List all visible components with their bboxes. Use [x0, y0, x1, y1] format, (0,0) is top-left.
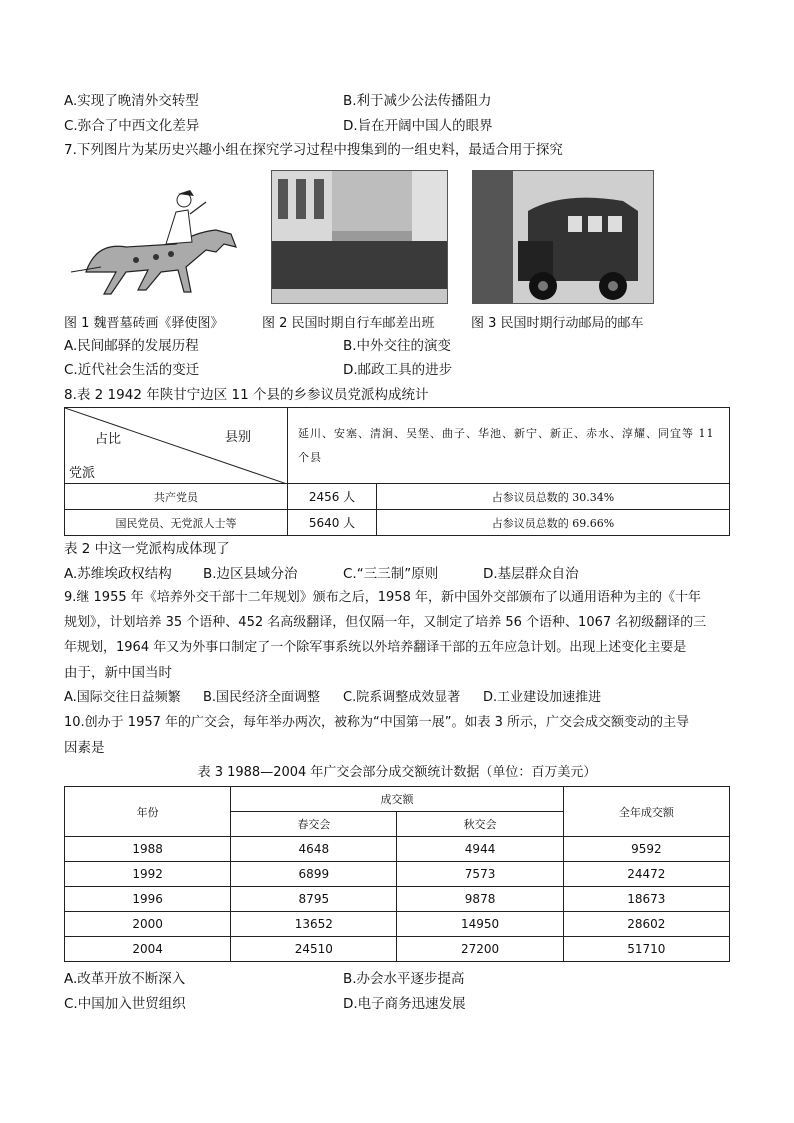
count-cell: 2456 人 — [288, 484, 377, 510]
q8-stem: 8.表 2 1942 年陕甘宁边区 11 个县的乡参议员党派构成统计 — [64, 387, 429, 403]
year-cell: 2004 — [65, 937, 231, 962]
table-row — [65, 887, 730, 912]
q6-option-b: B.利于减少公法传播阻力 — [343, 93, 492, 109]
q6-option-c: C.弥合了中西文化差异 — [64, 118, 200, 134]
autumn-cell: 7573 — [397, 862, 563, 887]
q8-party-table — [64, 407, 730, 536]
spring-cell: 6899 — [231, 862, 397, 887]
figure-2-bicycle-postmen — [271, 170, 448, 304]
header-year: 年份 — [65, 787, 231, 837]
year-cell: 1988 — [65, 837, 231, 862]
q7-option-b: B.中外交往的演变 — [343, 338, 452, 354]
figure-1-caption: 图 1 魏晋墓砖画《驿使图》 — [64, 316, 224, 331]
autumn-cell: 27200 — [397, 937, 563, 962]
header-total: 全年成交额 — [563, 787, 729, 837]
q8-option-b: B.边区县域分治 — [203, 566, 298, 582]
q8-option-c: C.“三三制”原则 — [343, 566, 439, 582]
figure-1-tomb-brick-painting — [66, 172, 246, 304]
q9-option-c: C.院系调整成效显著 — [343, 690, 461, 705]
q7-option-d: D.邮政工具的进步 — [343, 362, 453, 378]
party-cell: 国民党员、无党派人士等 — [65, 510, 288, 536]
header-autumn: 秋交会 — [397, 812, 563, 837]
spring-cell: 13652 — [231, 912, 397, 937]
q7-stem: 7.下列图片为某历史兴趣小组在探究学习过程中搜集到的一组史料，最适合用于探究 — [64, 142, 563, 158]
header-deal: 成交额 — [231, 787, 564, 812]
year-cell: 1992 — [65, 862, 231, 887]
table-row — [65, 837, 730, 862]
q9-option-d: D.工业建设加速推进 — [483, 690, 602, 705]
year-cell: 1996 — [65, 887, 231, 912]
autumn-cell: 9878 — [397, 887, 563, 912]
figure-2-caption: 图 2 民国时期自行车邮差出班 — [262, 316, 435, 331]
q9-line-1: 9.继 1955 年《培养外交干部十二年规划》颁布之后，1958 年，新中国外交部颁布了以通用语种为主的《十年 — [64, 590, 701, 605]
q10-option-a: A.改革开放不断深入 — [64, 971, 186, 987]
q9-option-b: B.国民经济全面调整 — [203, 690, 321, 705]
q10-canton-fair-table — [64, 786, 730, 962]
total-cell: 9592 — [563, 837, 729, 862]
q10-option-b: B.办会水平逐步提高 — [343, 971, 465, 987]
q6-option-d: D.旨在开阔中国人的眼界 — [343, 118, 493, 134]
q10-line-1: 10.创办于 1957 年的广交会，每年举办两次，被称为“中国第一展”。如表 3 所示，广交会成交额变动的主导 — [64, 715, 690, 730]
q9-line-4: 由于，新中国当时 — [64, 665, 172, 681]
table-row — [65, 862, 730, 887]
q10-option-d: D.电子商务迅速发展 — [343, 996, 466, 1012]
q8-option-a: A.苏维埃政权结构 — [64, 566, 172, 582]
horse-rider-illustration — [66, 172, 246, 304]
header-party: 党派 — [69, 466, 96, 481]
q8-option-d: D.基层群众自治 — [483, 566, 579, 582]
autumn-cell: 14950 — [397, 912, 563, 937]
share-cell: 占参议员总数的 69.66% — [377, 510, 730, 536]
autumn-cell: 4944 — [397, 837, 563, 862]
q8-followup: 表 2 中这一党派构成体现了 — [64, 541, 230, 557]
q10-table-title: 表 3 1988—2004 年广交会部分成交额统计数据（单位：百万美元） — [197, 765, 597, 780]
table-row — [65, 937, 730, 962]
header-county: 县别 — [225, 430, 252, 445]
header-spring: 春交会 — [231, 812, 397, 837]
q6-option-a: A.实现了晚清外交转型 — [64, 93, 199, 109]
bicycle-postmen-photo — [272, 171, 447, 303]
total-cell: 28602 — [563, 912, 729, 937]
table-row — [65, 912, 730, 937]
q7-option-c: C.近代社会生活的变迁 — [64, 362, 200, 378]
figure-3-mail-truck — [472, 170, 654, 304]
year-cell: 2000 — [65, 912, 231, 937]
spring-cell: 8795 — [231, 887, 397, 912]
figure-3-caption: 图 3 民国时期行动邮局的邮车 — [471, 316, 644, 331]
q7-option-a: A.民间邮驿的发展历程 — [64, 338, 199, 354]
q9-line-2: 规划》，计划培养 35 个语种、452 名高级翻译，但仅隔一年，又制定了培养 56 个语种、1067 名初级翻译的三 — [64, 615, 707, 630]
share-cell: 占参议员总数的 30.34% — [377, 484, 730, 510]
spring-cell: 4648 — [231, 837, 397, 862]
total-cell: 18673 — [563, 887, 729, 912]
q9-line-3: 年规划，1964 年又为外事口制定了一个除军事系统以外培养翻译干部的五年应急计划。出现上述变化主要是 — [64, 640, 687, 655]
diagonal-header-cell — [65, 408, 288, 484]
county-list: 延川、安塞、清涧、吴堡、曲子、华池、新宁、新正、赤水、淳耀、同宜等 11 个县 — [288, 408, 730, 484]
total-cell: 51710 — [563, 937, 729, 962]
count-cell: 5640 人 — [288, 510, 377, 536]
q10-line-2: 因素是 — [64, 740, 105, 756]
party-cell: 共产党员 — [65, 484, 288, 510]
mail-truck-photo — [473, 171, 653, 303]
total-cell: 24472 — [563, 862, 729, 887]
q10-option-c: C.中国加入世贸组织 — [64, 996, 186, 1012]
q9-option-a: A.国际交往日益频繁 — [64, 690, 181, 705]
spring-cell: 24510 — [231, 937, 397, 962]
header-ratio: 占比 — [95, 432, 122, 447]
